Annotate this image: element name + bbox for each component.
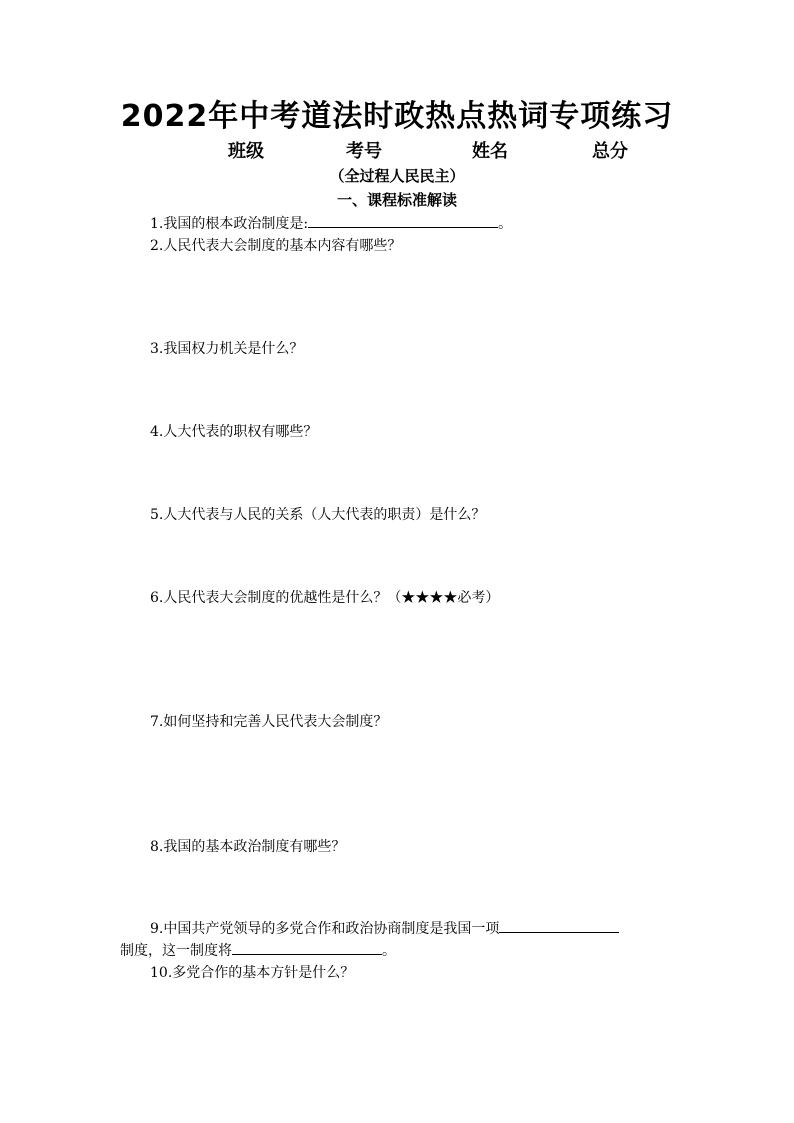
name-field-label: 姓名 bbox=[472, 141, 508, 162]
answer-blank[interactable] bbox=[232, 940, 382, 955]
question-10: 10.多党合作的基本方针是什么？ bbox=[150, 965, 355, 981]
question-9-end: 。 bbox=[382, 943, 396, 959]
question-9-continuation: 制度，这一制度将 bbox=[120, 943, 232, 959]
question-3: 3.我国权力机关是什么？ bbox=[150, 341, 304, 357]
class-field-label: 班级 bbox=[228, 141, 264, 162]
question-9-line-2 bbox=[120, 940, 396, 962]
question-8: 8.我国的基本政治制度有哪些？ bbox=[150, 839, 346, 855]
question-6: 6.人民代表大会制度的优越性是什么？（★★★★必考） bbox=[150, 590, 500, 606]
question-1-end: 。 bbox=[498, 216, 513, 232]
exam-number-field-label: 考号 bbox=[346, 141, 382, 162]
question-1-text: 1.我国的根本政治制度是: bbox=[150, 216, 309, 232]
page-title: 2022年中考道法时政热点热词专项练习 bbox=[120, 99, 674, 134]
total-score-field-label: 总分 bbox=[592, 141, 628, 162]
topic-subtitle: （全过程人民民主） bbox=[329, 167, 465, 185]
answer-blank[interactable] bbox=[499, 918, 619, 933]
question-9-text: 9.中国共产党领导的多党合作和政治协商制度是我国一项 bbox=[150, 921, 500, 937]
question-1 bbox=[150, 213, 512, 235]
answer-blank[interactable] bbox=[308, 213, 498, 228]
section-heading: 一、课程标准解读 bbox=[336, 191, 457, 209]
question-5: 5.人大代表与人民的关系（人大代表的职责）是什么？ bbox=[150, 507, 486, 523]
question-7: 7.如何坚持和完善人民代表大会制度？ bbox=[150, 714, 388, 730]
question-2: 2.人民代表大会制度的基本内容有哪些？ bbox=[150, 238, 402, 254]
question-4: 4.人大代表的职权有哪些？ bbox=[150, 424, 318, 440]
question-9-line-1 bbox=[150, 918, 619, 940]
